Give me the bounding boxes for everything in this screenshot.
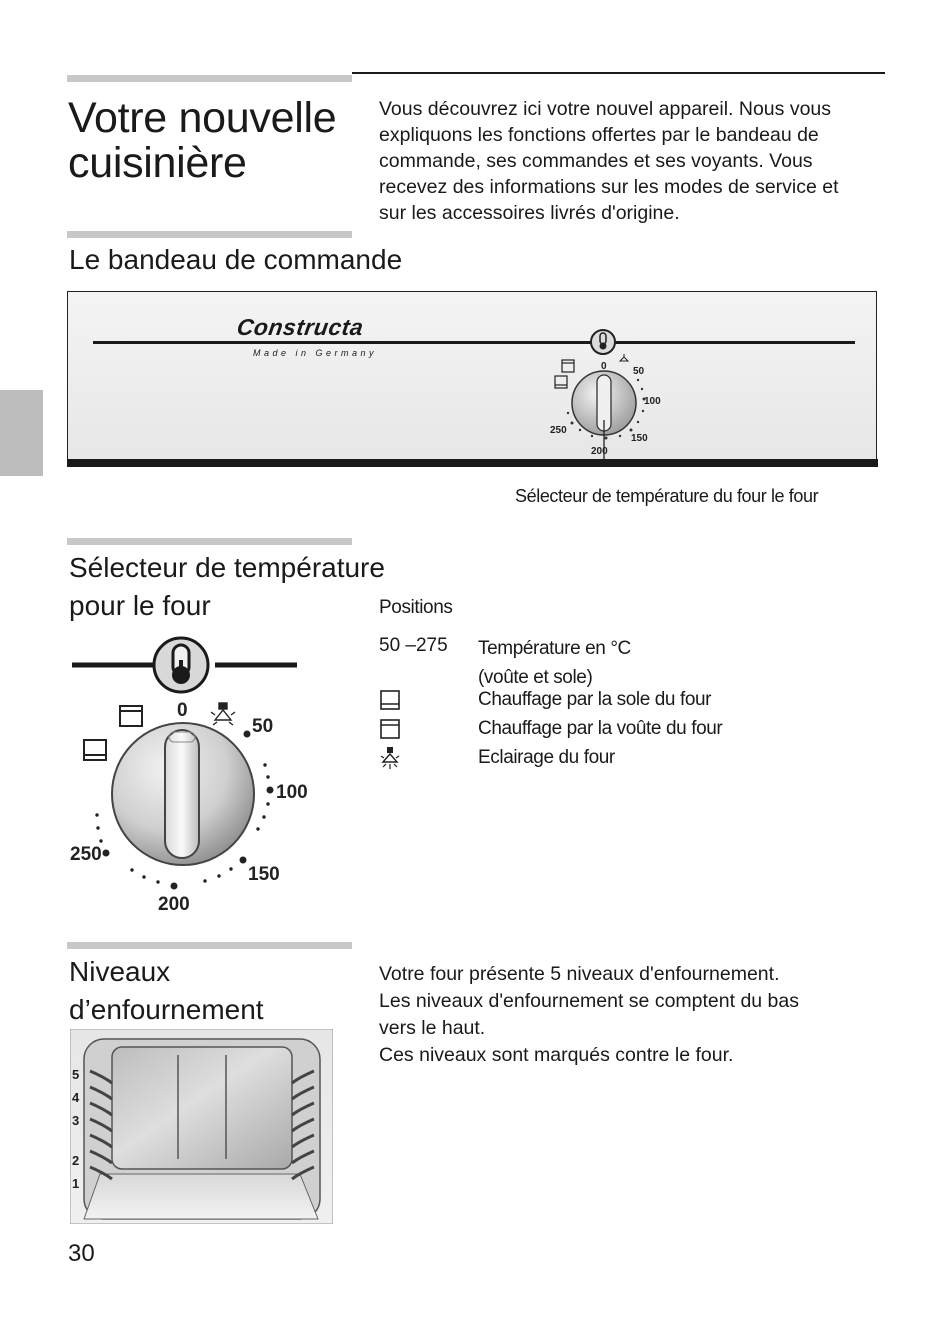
legend-text: Chauffage par la voûte du four: [478, 718, 723, 739]
panel-dial-label-0: 0: [601, 361, 607, 372]
legend-text: Eclairage du four: [478, 747, 615, 768]
panel-dial-label-250: 250: [550, 425, 567, 436]
range-label: 50 –275: [379, 635, 448, 656]
selector-heading-line1: Sélecteur de température: [69, 552, 385, 583]
panel-line: [93, 341, 855, 344]
oven-interior-illustration: [70, 1029, 333, 1224]
levels-heading: [69, 953, 264, 1029]
intro-line: Vous découvrez ici votre nouvel appareil. Nous vous: [379, 98, 832, 120]
top-black-rule: [352, 72, 885, 74]
control-panel-heading: Le bandeau de commande: [69, 244, 403, 275]
range-desc-line2: (voûte et sole): [478, 666, 593, 688]
range-desc-line1: Température en °C: [478, 638, 631, 659]
levels-line: Les niveaux d'enfournement se comptent du bas: [379, 990, 799, 1012]
legend-row-top-heat: [379, 718, 722, 740]
made-in-label: Made in Germany: [253, 348, 378, 358]
panel-dial-label-150: 150: [631, 433, 648, 444]
section-rule: [67, 231, 352, 238]
brand-logo: Constructa: [235, 314, 366, 340]
selector-heading-line2: pour le four: [69, 590, 211, 621]
intro-line: expliquons les fonctions offertes par le bandeau de: [379, 124, 819, 146]
levels-text: [379, 961, 899, 1069]
panel-callout: Sélecteur de température du four le four: [515, 486, 819, 506]
section-rule: [67, 538, 352, 545]
temperature-selector-dial[interactable]: [65, 632, 330, 917]
dial-label-250: 250: [70, 844, 102, 865]
side-tab: [0, 390, 43, 476]
intro-text: [379, 96, 899, 226]
legend-row-bottom-heat: [379, 689, 711, 711]
levels-heading-line1: Niveaux: [69, 956, 171, 987]
page-title-line1: Votre nouvelle: [68, 94, 337, 142]
bottom-heat-icon: [379, 689, 401, 711]
intro-line: commande, ses commandes et ses voyants. Vous: [379, 150, 813, 172]
panel-dial-label-200: 200: [591, 446, 608, 457]
oven-light-icon: [379, 746, 401, 770]
range-description: [478, 635, 631, 692]
dial-label-50: 50: [252, 716, 274, 737]
panel-dial-label-50: 50: [633, 366, 645, 377]
legend-text: Chauffage par la sole du four: [478, 689, 712, 710]
dial-label-200: 200: [158, 894, 190, 915]
top-gray-rule: [67, 75, 352, 82]
selector-heading: [69, 549, 385, 625]
level-number-5: 5: [72, 1067, 80, 1082]
levels-line: Ces niveaux sont marqués contre le four.: [379, 1044, 734, 1066]
control-panel-illustration: [67, 291, 877, 466]
levels-line: vers le haut.: [379, 1017, 486, 1039]
panel-temperature-dial[interactable]: [540, 325, 680, 460]
page-title-line2: cuisinière: [68, 139, 247, 187]
panel-dial-label-100: 100: [644, 396, 661, 407]
dial-label-150: 150: [248, 864, 280, 885]
page-number: 30: [68, 1240, 95, 1267]
dial-label-0: 0: [177, 700, 188, 721]
level-number-2: 2: [72, 1153, 80, 1168]
top-heat-icon: [379, 718, 401, 740]
level-number-1: 1: [72, 1176, 80, 1191]
section-rule: [67, 942, 352, 949]
positions-label: Positions: [379, 597, 453, 618]
legend-row-oven-light: [379, 746, 615, 770]
intro-line: sur les accessoires livrés d'origine.: [379, 202, 680, 224]
level-number-3: 3: [72, 1113, 80, 1128]
levels-heading-line2: d’enfournement: [69, 994, 264, 1025]
dial-label-100: 100: [276, 782, 308, 803]
intro-line: recevez des informations sur les modes de service et: [379, 176, 839, 198]
control-panel-base: [67, 459, 878, 467]
page-title: [68, 96, 336, 186]
levels-line: Votre four présente 5 niveaux d'enfournement.: [379, 963, 780, 985]
level-number-4: 4: [72, 1090, 80, 1105]
